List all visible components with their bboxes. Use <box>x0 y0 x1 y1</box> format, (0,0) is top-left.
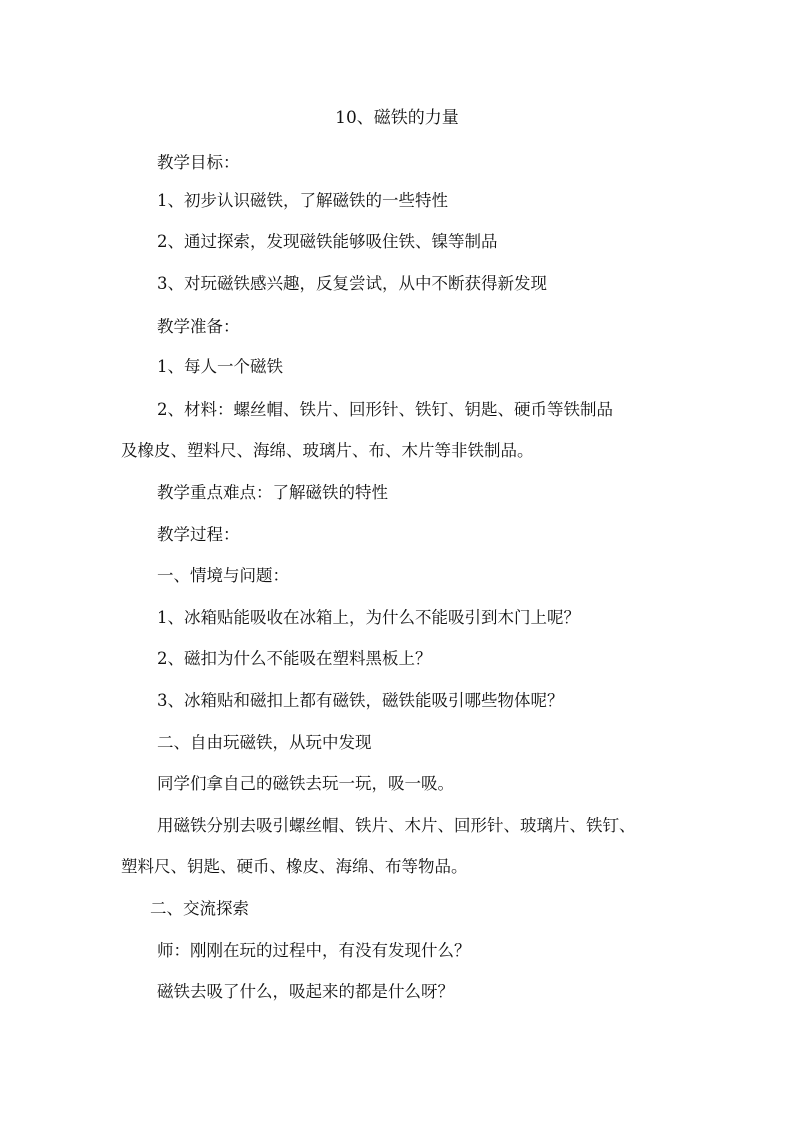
section-heading-objectives: 教学目标： <box>157 153 240 172</box>
question-item-3: 3、冰箱贴和磁扣上都有磁铁，磁铁能吸引哪些物体呢？ <box>157 691 564 710</box>
teacher-question: 师：刚刚在玩的过程中，有没有发现什么？ <box>157 941 471 960</box>
free-play-paragraph: 同学们拿自己的磁铁去玩一玩，吸一吸。 <box>157 774 454 793</box>
subsection-heading-exchange: 二、交流探索 <box>150 899 249 918</box>
document-title: 10、磁铁的力量 <box>335 108 459 128</box>
preparation-item-2: 2、材料：螺丝帽、铁片、回形针、铁钉、钥匙、硬币等铁制品 <box>157 400 613 419</box>
attract-items-paragraph: 用磁铁分别去吸引螺丝帽、铁片、木片、回形针、玻璃片、铁钉、 <box>157 816 636 835</box>
subsection-heading-free-play: 二、自由玩磁铁，从玩中发现 <box>157 733 372 752</box>
attract-items-paragraph-continued: 塑料尺、钥匙、硬币、橡皮、海绵、布等物品。 <box>121 857 468 876</box>
preparation-item-2-continued: 及橡皮、塑料尺、海绵、玻璃片、布、木片等非铁制品。 <box>121 441 534 460</box>
preparation-item-1: 1、每人一个磁铁 <box>157 357 283 376</box>
subsection-heading-situation: 一、情境与问题： <box>157 566 289 585</box>
section-heading-preparation: 教学准备： <box>157 317 240 336</box>
objective-item-3: 3、对玩磁铁感兴趣，反复尝试，从中不断获得新发现 <box>157 274 547 293</box>
objective-item-1: 1、初步认识磁铁，了解磁铁的一些特性 <box>157 191 448 210</box>
section-heading-process: 教学过程： <box>157 525 240 544</box>
section-heading-key-points: 教学重点难点：了解磁铁的特性 <box>157 483 388 502</box>
question-item-2: 2、磁扣为什么不能吸在塑料黑板上？ <box>157 649 432 668</box>
question-item-1: 1、冰箱贴能吸收在冰箱上，为什么不能吸引到木门上呢？ <box>157 608 580 627</box>
follow-up-question: 磁铁去吸了什么，吸起来的都是什么呀？ <box>157 982 454 1001</box>
objective-item-2: 2、通过探索，发现磁铁能够吸住铁、镍等制品 <box>157 232 498 251</box>
